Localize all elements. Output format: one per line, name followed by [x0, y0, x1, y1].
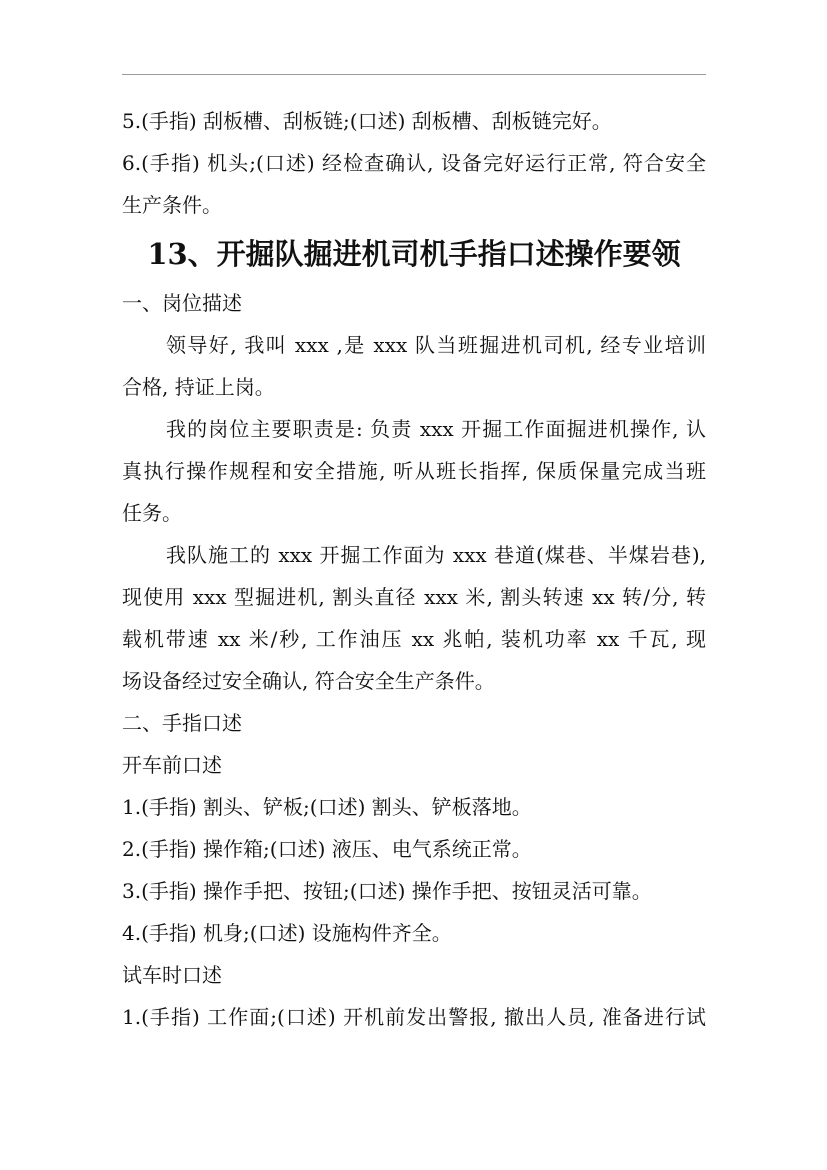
paragraph-line: 合格, 持证上岗。: [122, 375, 275, 399]
document-body: [122, 100, 706, 1038]
paragraph-line: 任务。: [122, 501, 182, 525]
paragraph-line: 现使用 xxx 型掘进机, 割头直径 xxx 米, 割头转速 xx 转/分, 转: [122, 585, 706, 609]
paragraph-line: 载机带速 xx 米/秒, 工作油压 xx 兆帕, 装机功率 xx 千瓦, 现: [122, 627, 706, 651]
list-item: 2.(手指) 操作箱;(口述) 液压、电气系统正常。: [122, 837, 532, 861]
list-item: 6.(手指) 机头;(口述) 经检查确认, 设备完好运行正常, 符合安全: [122, 151, 706, 175]
section-heading: 二、手指口述: [122, 711, 242, 735]
list-item-continuation: 生产条件。: [122, 193, 222, 217]
paragraph-line: 我队施工的 xxx 开掘工作面为 xxx 巷道(煤巷、半煤岩巷),: [166, 543, 706, 567]
subsection-heading: 试车时口述: [122, 963, 222, 987]
subsection-heading: 开车前口述: [122, 753, 222, 777]
list-item: 5.(手指) 刮板槽、刮板链;(口述) 刮板槽、刮板链完好。: [122, 109, 612, 133]
page-title: 13、开掘队掘进机司机手指口述操作要领: [147, 237, 681, 271]
list-item: 1.(手指) 工作面;(口述) 开机前发出警报, 撤出人员, 准备进行试: [122, 1005, 706, 1029]
list-item: 3.(手指) 操作手把、按钮;(口述) 操作手把、按钮灵活可靠。: [122, 879, 652, 903]
paragraph-line: 领导好, 我叫 xxx ,是 xxx 队当班掘进机司机, 经专业培训: [166, 333, 706, 357]
list-item: 4.(手指) 机身;(口述) 设施构件齐全。: [122, 921, 452, 945]
paragraph-line: 场设备经过安全确认, 符合安全生产条件。: [122, 669, 495, 693]
header-rule: [122, 74, 706, 75]
section-heading: 一、岗位描述: [122, 291, 242, 315]
paragraph-line: 真执行操作规程和安全措施, 听从班长指挥, 保质保量完成当班: [122, 459, 706, 483]
paragraph-line: 我的岗位主要职责是: 负责 xxx 开掘工作面掘进机操作, 认: [166, 417, 706, 441]
list-item: 1.(手指) 割头、铲板;(口述) 割头、铲板落地。: [122, 795, 532, 819]
